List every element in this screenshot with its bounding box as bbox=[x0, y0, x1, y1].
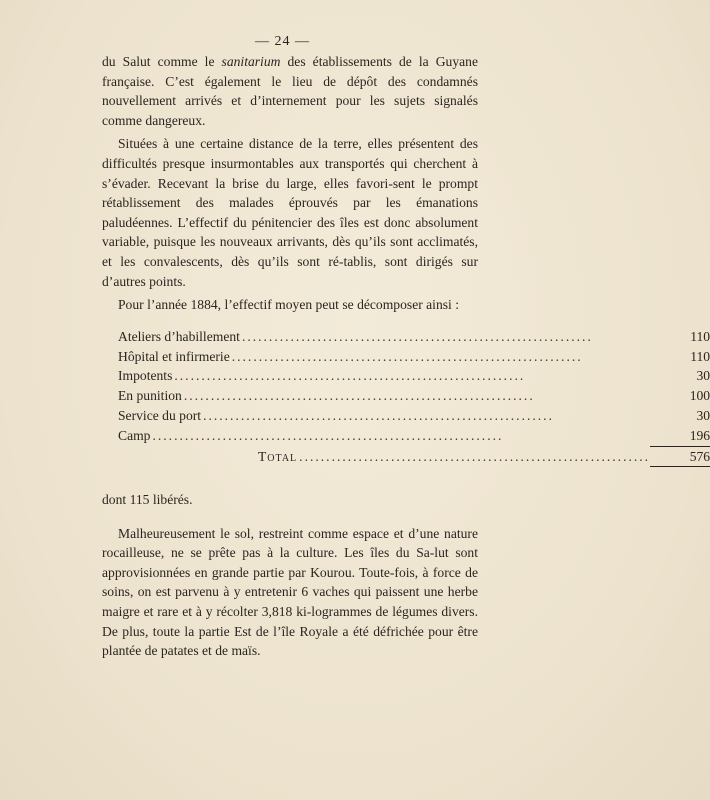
table-row bbox=[118, 366, 710, 386]
dot-leader: ................................................................. bbox=[299, 448, 651, 464]
table-row bbox=[118, 426, 710, 446]
paragraph-1-start: du Salut comme le bbox=[102, 54, 222, 69]
total-row bbox=[118, 446, 710, 466]
paragraph-3: Pour l’année 1884, l’effectif moyen peut se décomposer ainsi : bbox=[118, 297, 459, 313]
row-value: 30 bbox=[696, 368, 710, 384]
table-row bbox=[118, 406, 710, 426]
row-label: Camp bbox=[118, 427, 151, 443]
row-value: 196 bbox=[689, 427, 710, 443]
table-row bbox=[118, 386, 710, 406]
paragraph-1-end: des établissements de la Guyane française. C’est également le lieu de dépôt des condamnés nouvellement arrivés et d’internement pour les sujets signalés comme dangereux. bbox=[102, 54, 478, 128]
paragraph-5: Malheureusement le sol, restreint comme espace et d’une nature rocailleuse, ne se prête pas à la culture. Les îles du Sa-lut sont approvisionnées en grande partie par Kourou. Toute-fois, à force de soins, on est parvenu à y entretenir 6 vaches qui paissent une herbe maigre et rare et à y récolter 3,818 ki-logrammes de légumes divers. De plus, toute la partie Est de l’île Royale a été défrichée pour être plantée de patates et de maïs. bbox=[102, 525, 478, 659]
row-value: 110 bbox=[690, 348, 710, 364]
sanitarium-term: sanitarium bbox=[221, 54, 281, 69]
paragraph-2: Situées à une certaine distance de la terre, elles présentent des difficultés presque insurmontables aux transportés qui cherchent à s’évader. Recevant la brise du large, elles favori-sent le prompt rétablissement des malades éprouvés par les émanations paludéennes. L’effectif du pénitencier des îles est donc absolument variable, puisque les nouveaux arrivants, dès qu’ils sont acclimatés, et les convalescents, dès qu’ils sont ré-tablis, sont dirigés sur d’autres points. bbox=[102, 136, 478, 289]
dot-leader: ................................................................. bbox=[152, 427, 504, 443]
dot-leader: ................................................................. bbox=[183, 388, 535, 404]
dot-leader: ................................................................. bbox=[241, 328, 593, 344]
total-label: Total bbox=[258, 448, 298, 464]
paragraph-4: dont 115 libérés. bbox=[102, 492, 193, 508]
total-value: 576 bbox=[650, 446, 710, 466]
closing-rule bbox=[650, 466, 710, 467]
page-body bbox=[102, 52, 710, 661]
row-value: 30 bbox=[696, 407, 710, 423]
row-value: 110 bbox=[690, 328, 710, 344]
row-value: 100 bbox=[689, 388, 710, 404]
row-label: Service du port bbox=[118, 407, 202, 423]
closing-rule-row bbox=[118, 466, 710, 486]
paragraph-1 bbox=[102, 52, 478, 130]
dot-leader: ................................................................. bbox=[203, 407, 554, 423]
dot-leader: ................................................................. bbox=[174, 368, 526, 384]
row-label: Hôpital et infirmerie bbox=[118, 348, 230, 364]
table-row bbox=[118, 347, 710, 367]
table-row bbox=[118, 327, 710, 347]
row-label: En punition bbox=[118, 388, 182, 404]
page-number: — 24 — bbox=[255, 34, 310, 49]
row-label: Impotents bbox=[118, 368, 173, 384]
row-label: Ateliers d’habillement bbox=[118, 328, 240, 344]
effectif-table bbox=[118, 327, 710, 486]
dot-leader: ................................................................. bbox=[231, 348, 583, 364]
